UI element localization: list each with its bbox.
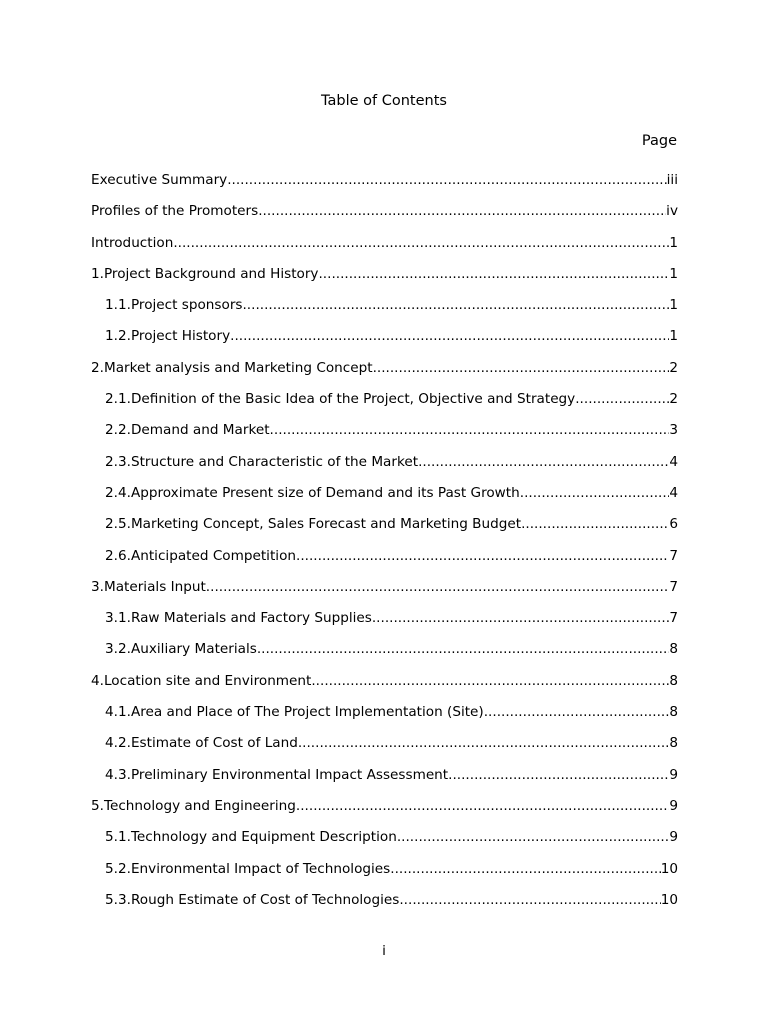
toc-page-number: 7 [669,610,678,627]
toc-dot-leader [484,703,670,721]
toc-entry[interactable] [91,453,678,484]
toc-entry-label: 5.1.Technology and Equipment Description [105,829,397,846]
toc-entry[interactable] [91,421,678,452]
toc-entry-label: 1.2.Project History [105,328,231,345]
toc-entry[interactable] [91,578,678,609]
toc-page-number: 8 [669,735,678,752]
toc-dot-leader [418,453,669,471]
toc-dot-leader [230,327,669,345]
toc-entry-label: 2.2.Demand and Market [105,422,270,439]
toc-page-number: 4 [669,484,678,501]
toc-page-number: 8 [669,641,678,658]
toc-entry-label: 4.1.Area and Place of The Project Implementation (Site) [105,704,484,721]
toc-entry[interactable] [91,734,678,765]
toc-entry[interactable] [91,202,678,233]
table-of-contents [91,171,678,922]
toc-entry-label: Introduction [91,234,174,251]
toc-entry-label: 4.3.Preliminary Environmental Impact Assessment [105,766,449,783]
page-title: Table of Contents [321,93,447,109]
toc-dot-leader [448,766,669,784]
toc-page-number: 9 [669,829,678,846]
toc-entry[interactable] [91,703,678,734]
toc-entry-label: 3.Materials Input [91,578,206,595]
toc-entry[interactable] [91,359,678,390]
toc-dot-leader [227,171,666,189]
toc-entry-label: 2.1.Definition of the Basic Idea of the Project, Objective and Strategy [105,391,576,408]
toc-page-number: 1 [669,265,678,282]
toc-dot-leader [397,828,670,846]
toc-dot-leader [242,296,669,314]
toc-dot-leader [270,421,670,439]
page-column-header: Page [641,133,677,149]
footer-page-number: i [382,943,386,959]
toc-page-number: 3 [669,422,678,439]
toc-page-number: 10 [660,860,678,877]
toc-entry-label: Executive Summary [91,172,228,188]
toc-page-number: iii [666,172,678,188]
toc-entry[interactable] [91,891,678,922]
toc-dot-leader [520,484,670,502]
toc-dot-leader [372,609,669,627]
toc-entry[interactable] [91,265,678,296]
toc-entry[interactable] [91,484,678,515]
toc-dot-leader [575,390,669,408]
toc-entry[interactable] [91,640,678,671]
toc-page-number: 10 [660,891,678,908]
toc-page-number: 8 [669,704,678,721]
toc-page-number: 1 [669,328,678,345]
toc-page-number: 9 [669,766,678,783]
toc-entry-label: 1.1.Project sponsors [105,297,243,314]
toc-entry-label: 5.3.Rough Estimate of Cost of Technologies [105,891,400,908]
toc-entry[interactable] [91,766,678,797]
toc-dot-leader [296,797,669,815]
toc-entry-label: 2.3.Structure and Characteristic of the Market [105,453,419,470]
toc-entry[interactable] [91,828,678,859]
toc-dot-leader [373,359,670,377]
toc-entry-label: 2.Market analysis and Marketing Concept [91,359,373,376]
toc-page-number: 9 [669,797,678,814]
toc-dot-leader [390,860,660,878]
toc-entry-label: 2.6.Anticipated Competition [105,547,297,564]
toc-entry[interactable] [91,547,678,578]
toc-page-number: 2 [669,391,678,408]
toc-entry[interactable] [91,672,678,703]
toc-page-number: 1 [669,297,678,314]
toc-entry[interactable] [91,234,678,265]
toc-entry-label: Profiles of the Promoters [91,203,259,220]
toc-dot-leader [258,202,666,220]
toc-dot-leader [521,515,669,533]
toc-entry-label: 1.Project Background and History [91,265,319,282]
toc-entry-label: 4.Location site and Environment [91,672,312,689]
toc-page-number: 6 [669,516,678,533]
toc-page-number: 1 [669,234,678,251]
toc-dot-leader [173,234,669,252]
toc-dot-leader [318,265,669,283]
toc-dot-leader [399,891,660,909]
toc-dot-leader [296,547,669,565]
toc-entry-label: 4.2.Estimate of Cost of Land [105,735,298,752]
toc-page-number: 7 [669,578,678,595]
toc-entry[interactable] [91,171,678,202]
toc-entry[interactable] [91,609,678,640]
toc-dot-leader [257,640,670,658]
toc-page-number: 4 [669,453,678,470]
toc-entry-label: 5.2.Environmental Impact of Technologies [105,860,391,877]
toc-entry[interactable] [91,327,678,358]
toc-entry[interactable] [91,515,678,546]
toc-entry[interactable] [91,390,678,421]
toc-entry[interactable] [91,797,678,828]
toc-dot-leader [298,734,670,752]
toc-entry-label: 3.1.Raw Materials and Factory Supplies [105,610,372,627]
toc-entry-label: 5.Technology and Engineering [91,797,296,814]
toc-page-number: 7 [669,547,678,564]
toc-entry[interactable] [91,296,678,327]
toc-entry-label: 2.4.Approximate Present size of Demand and its Past Growth [105,484,520,501]
toc-dot-leader [206,578,670,596]
toc-dot-leader [311,672,669,690]
toc-entry-label: 2.5.Marketing Concept, Sales Forecast and Marketing Budget [105,516,522,533]
toc-entry[interactable] [91,860,678,891]
toc-page-number: 8 [669,672,678,689]
toc-page-number: iv [666,203,678,220]
toc-entry-label: 3.2.Auxiliary Materials [105,641,257,658]
toc-page-number: 2 [669,359,678,376]
